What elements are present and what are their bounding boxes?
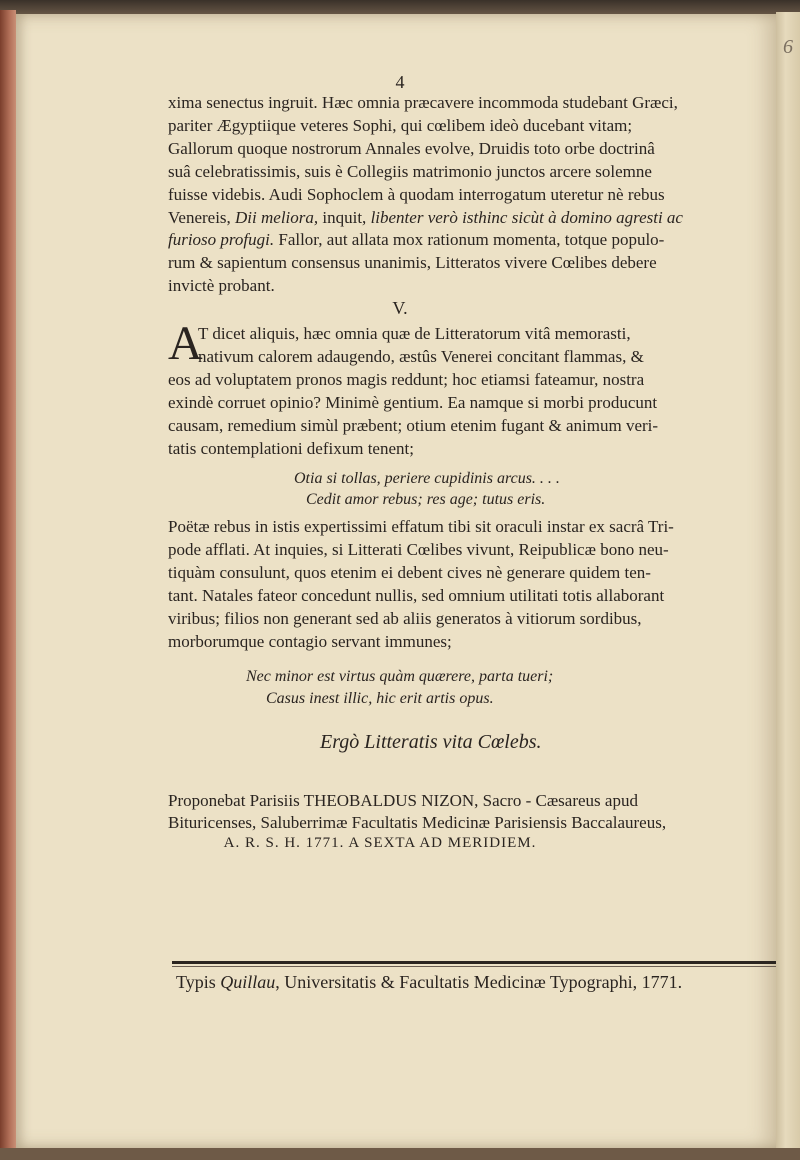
text-line: Proponebat Parisiis THEOBALDUS NIZON, Sacro - Cæsareus apud bbox=[168, 791, 638, 810]
verse-line: Cedit amor rebus; res age; tutus eris. bbox=[306, 491, 546, 508]
drop-cap-letter: A bbox=[168, 317, 203, 370]
text-line bbox=[168, 229, 776, 252]
verse-line: Casus inest illic, hic erit artis opus. bbox=[266, 690, 494, 707]
text-line: Poëtæ rebus in istis expertissimi effatum tibi sit oraculi instar ex sacrâ Tri- bbox=[168, 517, 674, 536]
text-line: morborumque contagio servant immunes; bbox=[168, 631, 452, 651]
date-line: A. R. S. H. 1771. A SEXTA AD MERIDIEM. bbox=[223, 835, 537, 851]
text-line: tiquàm consulunt, quos etenim ei debent cives nè generare quidem ten- bbox=[168, 562, 651, 582]
printer-name: Quillau bbox=[220, 972, 276, 992]
text-fragment: Fallor, aut allata mox rationum momenta, totque populo- bbox=[274, 230, 665, 250]
section-heading-v: V. bbox=[392, 298, 408, 318]
text-line: viribus; filios non generant sed ab aliis generatos à vitiorum sordibus, bbox=[168, 608, 642, 628]
text-fragment: , Universitatis & Facultatis Medicinæ Typographi, 1771. bbox=[275, 972, 683, 992]
text-fragment: Typis bbox=[176, 972, 221, 992]
text-line: Bituricenses, Saluberrimæ Facultatis Medicinæ Parisiensis Baccalaureus, bbox=[168, 813, 667, 832]
text-fragment: Venereis, bbox=[168, 207, 236, 227]
paragraph-v bbox=[168, 323, 776, 460]
text-line: pariter Ægyptiique veteres Sophi, qui cœlibem ideò ducebant vitam; bbox=[168, 115, 633, 135]
proponebat-block bbox=[168, 790, 778, 834]
text-line: exindè corruet opinio? Minimè gentium. Ea namque si morbi producunt bbox=[168, 392, 658, 412]
paragraph-poetae bbox=[168, 516, 776, 653]
text-line: eos ad voluptatem pronos magis reddunt; hoc etiamsi fateamur, nostra bbox=[168, 369, 645, 389]
facing-page-fragment: 6 bbox=[783, 36, 793, 58]
italic-quote: Dii meliora, bbox=[235, 207, 323, 227]
printer-imprint bbox=[176, 972, 682, 993]
text-line: tant. Natales fateor concedunt nullis, sed omnium utilitati totis allaborant bbox=[168, 585, 665, 605]
text-line: xima senectus ingruit. Hæc omnia præcavere incommoda studebant Græci, bbox=[168, 93, 678, 112]
divider-rule bbox=[172, 961, 776, 964]
book-bottom-edge bbox=[0, 1148, 800, 1160]
text-line: tatis contemplationi defixum tenent; bbox=[168, 438, 414, 458]
divider-rule-thin bbox=[172, 966, 776, 967]
text-line: pode afflati. At inquies, si Litterati Cœlibes vivunt, Reipublicæ bono neu- bbox=[168, 539, 669, 559]
page-number: 4 bbox=[395, 72, 405, 92]
text-line: causam, remedium simùl præbent; otium etenim fugant & animum veri- bbox=[168, 415, 659, 435]
text-line bbox=[168, 207, 776, 230]
italic-quote: furioso profugi. bbox=[168, 230, 275, 250]
text-line: Gallorum quoque nostrorum Annales evolve, Druidis toto orbe doctrinâ bbox=[168, 138, 655, 158]
conclusion-heading: Ergò Litteratis vita Cœlebs. bbox=[320, 731, 542, 753]
text-line: T dicet aliquis, hæc omnia quæ de Litteratorum vitâ memorasti, bbox=[198, 324, 631, 343]
text-line: rum & sapientum consensus unanimis, Litteratos vivere Cœlibes debere bbox=[168, 253, 657, 273]
text-line: fuisse videbis. Audi Sophoclem à quodam interrogatum uteretur nè rebus bbox=[168, 184, 665, 204]
book-cover-edge bbox=[0, 10, 16, 1160]
text-line: nativum calorem adaugendo, æstûs Venerei concitant flammas, & bbox=[198, 346, 644, 366]
verse-line: Otia si tollas, periere cupidinis arcus. . . . bbox=[294, 470, 560, 487]
text-line: invictè probant. bbox=[168, 276, 275, 296]
text-fragment: inquit, bbox=[322, 207, 371, 227]
facing-page-edge bbox=[776, 12, 800, 1152]
italic-quote: libenter verò isthinc sicùt à domino agresti ac bbox=[370, 207, 683, 227]
paragraph-top bbox=[168, 92, 776, 298]
text-line: suâ celebratissimis, suis è Collegiis matrimonio junctos arcere solemne bbox=[168, 161, 652, 181]
verse-line: Nec minor est virtus quàm quærere, parta tueri; bbox=[246, 668, 554, 685]
